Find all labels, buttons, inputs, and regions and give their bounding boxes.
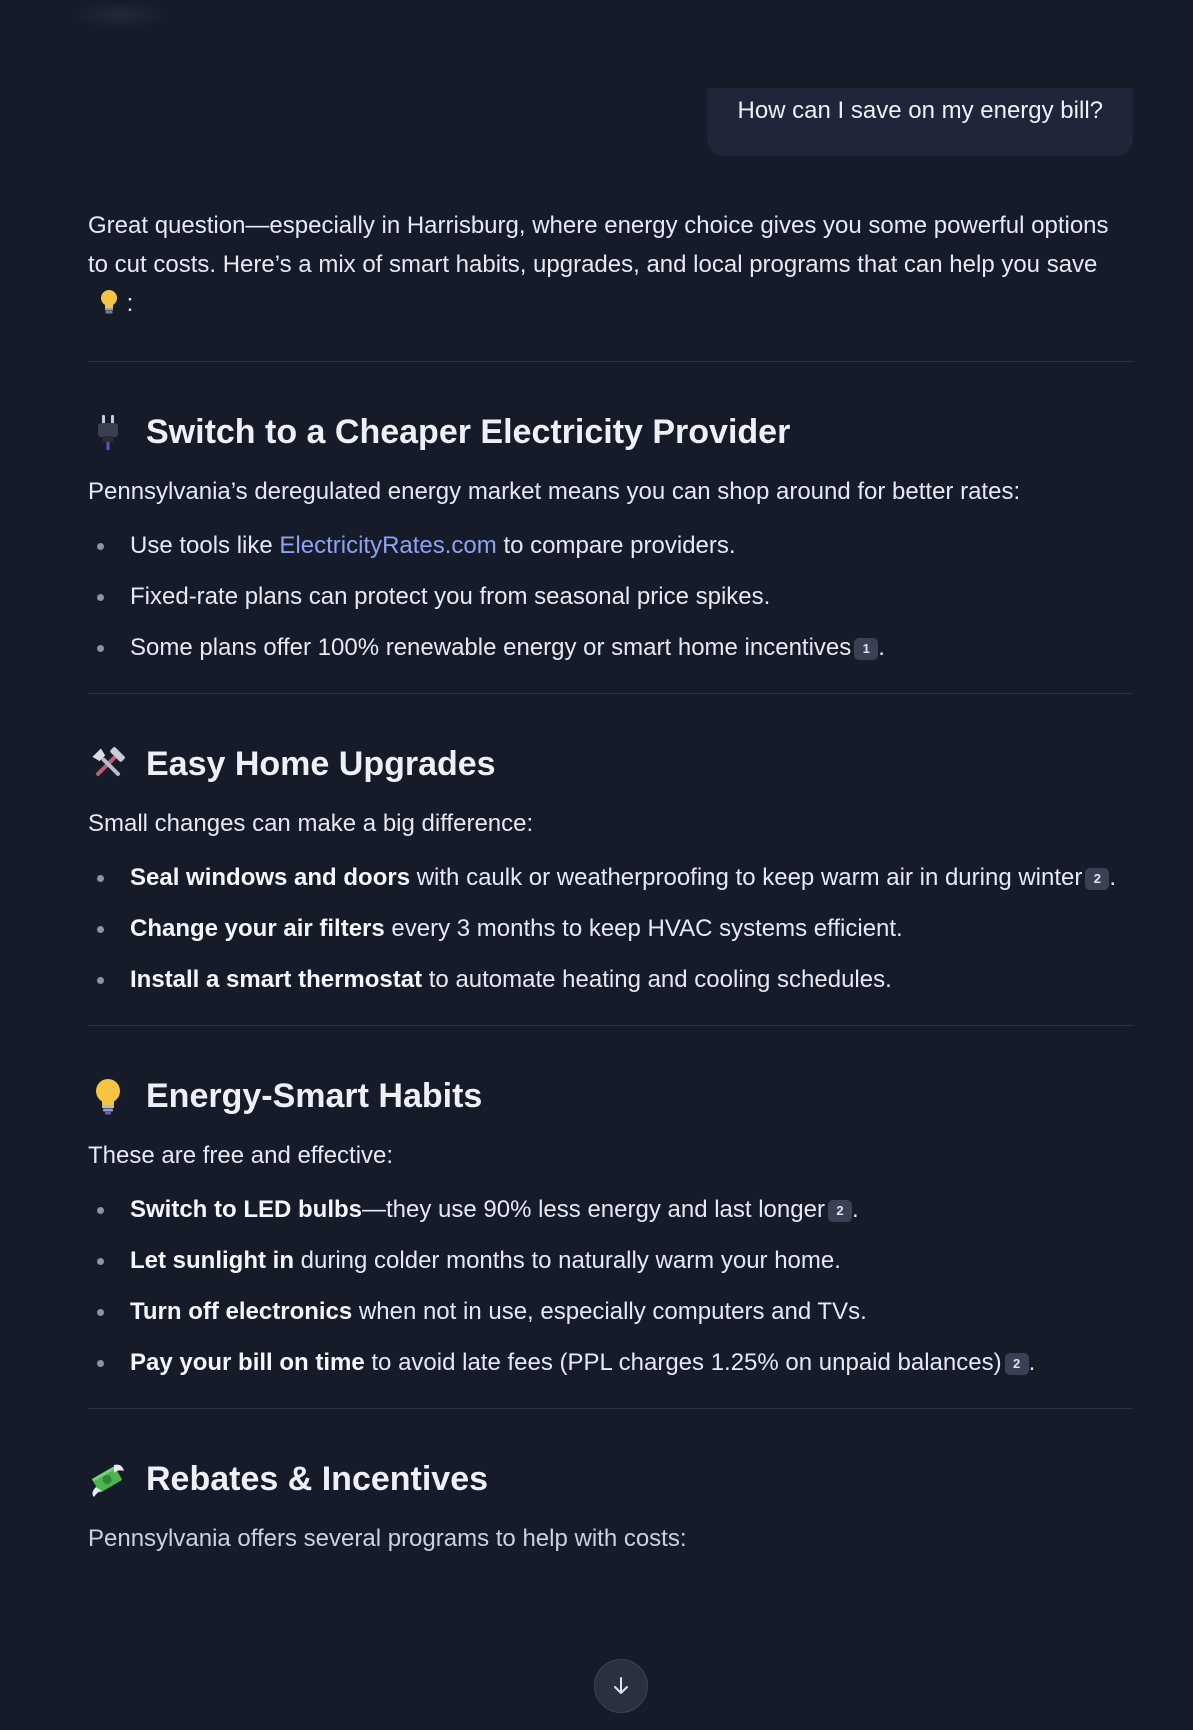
section-title-text: Energy-Smart Habits bbox=[146, 1077, 483, 1115]
list-item-bold: Turn off electronics bbox=[130, 1298, 353, 1325]
list-item-text: to avoid late fees (PPL charges 1.25% on unpaid balances) bbox=[364, 1349, 1002, 1376]
chat-thread bbox=[88, 0, 1133, 1555]
section-title-upgrades bbox=[88, 744, 1133, 784]
section-title-text: Switch to a Cheaper Electricity Provider bbox=[146, 413, 791, 451]
list-item-text: to compare providers. bbox=[496, 532, 736, 559]
section-lead: Pennsylvania offers several programs to help with costs: bbox=[88, 1525, 687, 1552]
list-item-text: Fixed-rate plans can protect you from seasonal price spikes. bbox=[130, 583, 771, 610]
list-item-bold: Let sunlight in bbox=[130, 1247, 294, 1274]
list-item-bold: Pay your bill on time bbox=[130, 1349, 365, 1376]
section-title-text: Rebates & Incentives bbox=[146, 1460, 489, 1498]
bullet-list bbox=[88, 1190, 1133, 1382]
bottom-fade-overlay bbox=[0, 1600, 1193, 1730]
list-item-bold: Install a smart thermostat bbox=[130, 966, 423, 993]
citation-badge[interactable]: 2 bbox=[1005, 1353, 1029, 1375]
list-item bbox=[88, 577, 1133, 616]
list-item-bold: Change your air filters bbox=[130, 915, 385, 942]
list-item-text: —they use 90% less energy and last longer bbox=[362, 1196, 825, 1223]
list-item bbox=[88, 1241, 1133, 1280]
money-with-wings-icon bbox=[88, 1459, 128, 1499]
list-item-text: every 3 months to keep HVAC systems efficient. bbox=[384, 915, 903, 942]
section-title-text: Easy Home Upgrades bbox=[146, 745, 496, 783]
list-item bbox=[88, 909, 1133, 948]
list-item-text: Some plans offer 100% renewable energy or smart home incentives bbox=[130, 634, 852, 661]
list-item-text: to automate heating and cooling schedules. bbox=[422, 966, 892, 993]
list-item-bold: Switch to LED bulbs bbox=[130, 1196, 362, 1223]
list-item-end: . bbox=[851, 1196, 859, 1223]
citation-badge[interactable]: 1 bbox=[854, 638, 878, 660]
lightbulb-icon bbox=[98, 289, 120, 315]
section-title-rebates bbox=[88, 1459, 1133, 1499]
user-message-bubble bbox=[707, 88, 1133, 156]
intro-text: Great question—especially in Harrisburg, where energy choice gives you some powerful options to cut costs. Here’s a mix of smart habits, upgrades, and local programs that can help you save bbox=[88, 212, 1109, 278]
list-item-end: . bbox=[878, 634, 885, 661]
user-message-row bbox=[88, 88, 1133, 156]
list-item bbox=[88, 1190, 1133, 1229]
lightbulb-icon bbox=[88, 1076, 128, 1116]
list-item-text: during colder months to naturally warm your home. bbox=[293, 1247, 841, 1274]
list-item bbox=[88, 960, 1133, 999]
user-message-text: How can I save on my energy bill? bbox=[737, 97, 1103, 124]
intro-suffix: : bbox=[126, 290, 134, 317]
assistant-intro bbox=[88, 206, 1133, 323]
bullet-list bbox=[88, 526, 1133, 667]
scroll-to-bottom-button[interactable] bbox=[594, 1659, 648, 1713]
list-item bbox=[88, 1292, 1133, 1331]
plug-icon bbox=[88, 412, 128, 452]
list-item-end: . bbox=[1028, 1349, 1036, 1376]
list-item-text: with caulk or weatherproofing to keep warm air in during winter bbox=[410, 864, 1083, 891]
divider bbox=[88, 1408, 1133, 1409]
list-item bbox=[88, 526, 1133, 565]
divider bbox=[88, 693, 1133, 694]
section-lead: These are free and effective: bbox=[88, 1142, 394, 1169]
bullet-list bbox=[88, 858, 1133, 999]
citation-badge[interactable]: 2 bbox=[828, 1200, 852, 1222]
divider bbox=[88, 1025, 1133, 1026]
section-lead: Pennsylvania’s deregulated energy market means you can shop around for better rates: bbox=[88, 478, 1021, 505]
list-item-text: Use tools like bbox=[130, 532, 280, 559]
list-item bbox=[88, 1343, 1133, 1382]
list-item bbox=[88, 628, 1133, 667]
electricityrates-link[interactable]: ElectricityRates.com bbox=[279, 532, 497, 559]
citation-badge[interactable]: 2 bbox=[1085, 868, 1109, 890]
list-item-text: when not in use, especially computers and TVs. bbox=[352, 1298, 867, 1325]
arrow-down-icon bbox=[609, 1674, 633, 1698]
section-title-provider bbox=[88, 412, 1133, 452]
list-item bbox=[88, 858, 1133, 897]
list-item-bold: Seal windows and doors bbox=[130, 864, 411, 891]
section-title-habits bbox=[88, 1076, 1133, 1116]
tools-icon bbox=[88, 744, 128, 784]
section-lead: Small changes can make a big difference: bbox=[88, 810, 534, 837]
list-item-end: . bbox=[1109, 864, 1117, 891]
divider bbox=[88, 361, 1133, 362]
